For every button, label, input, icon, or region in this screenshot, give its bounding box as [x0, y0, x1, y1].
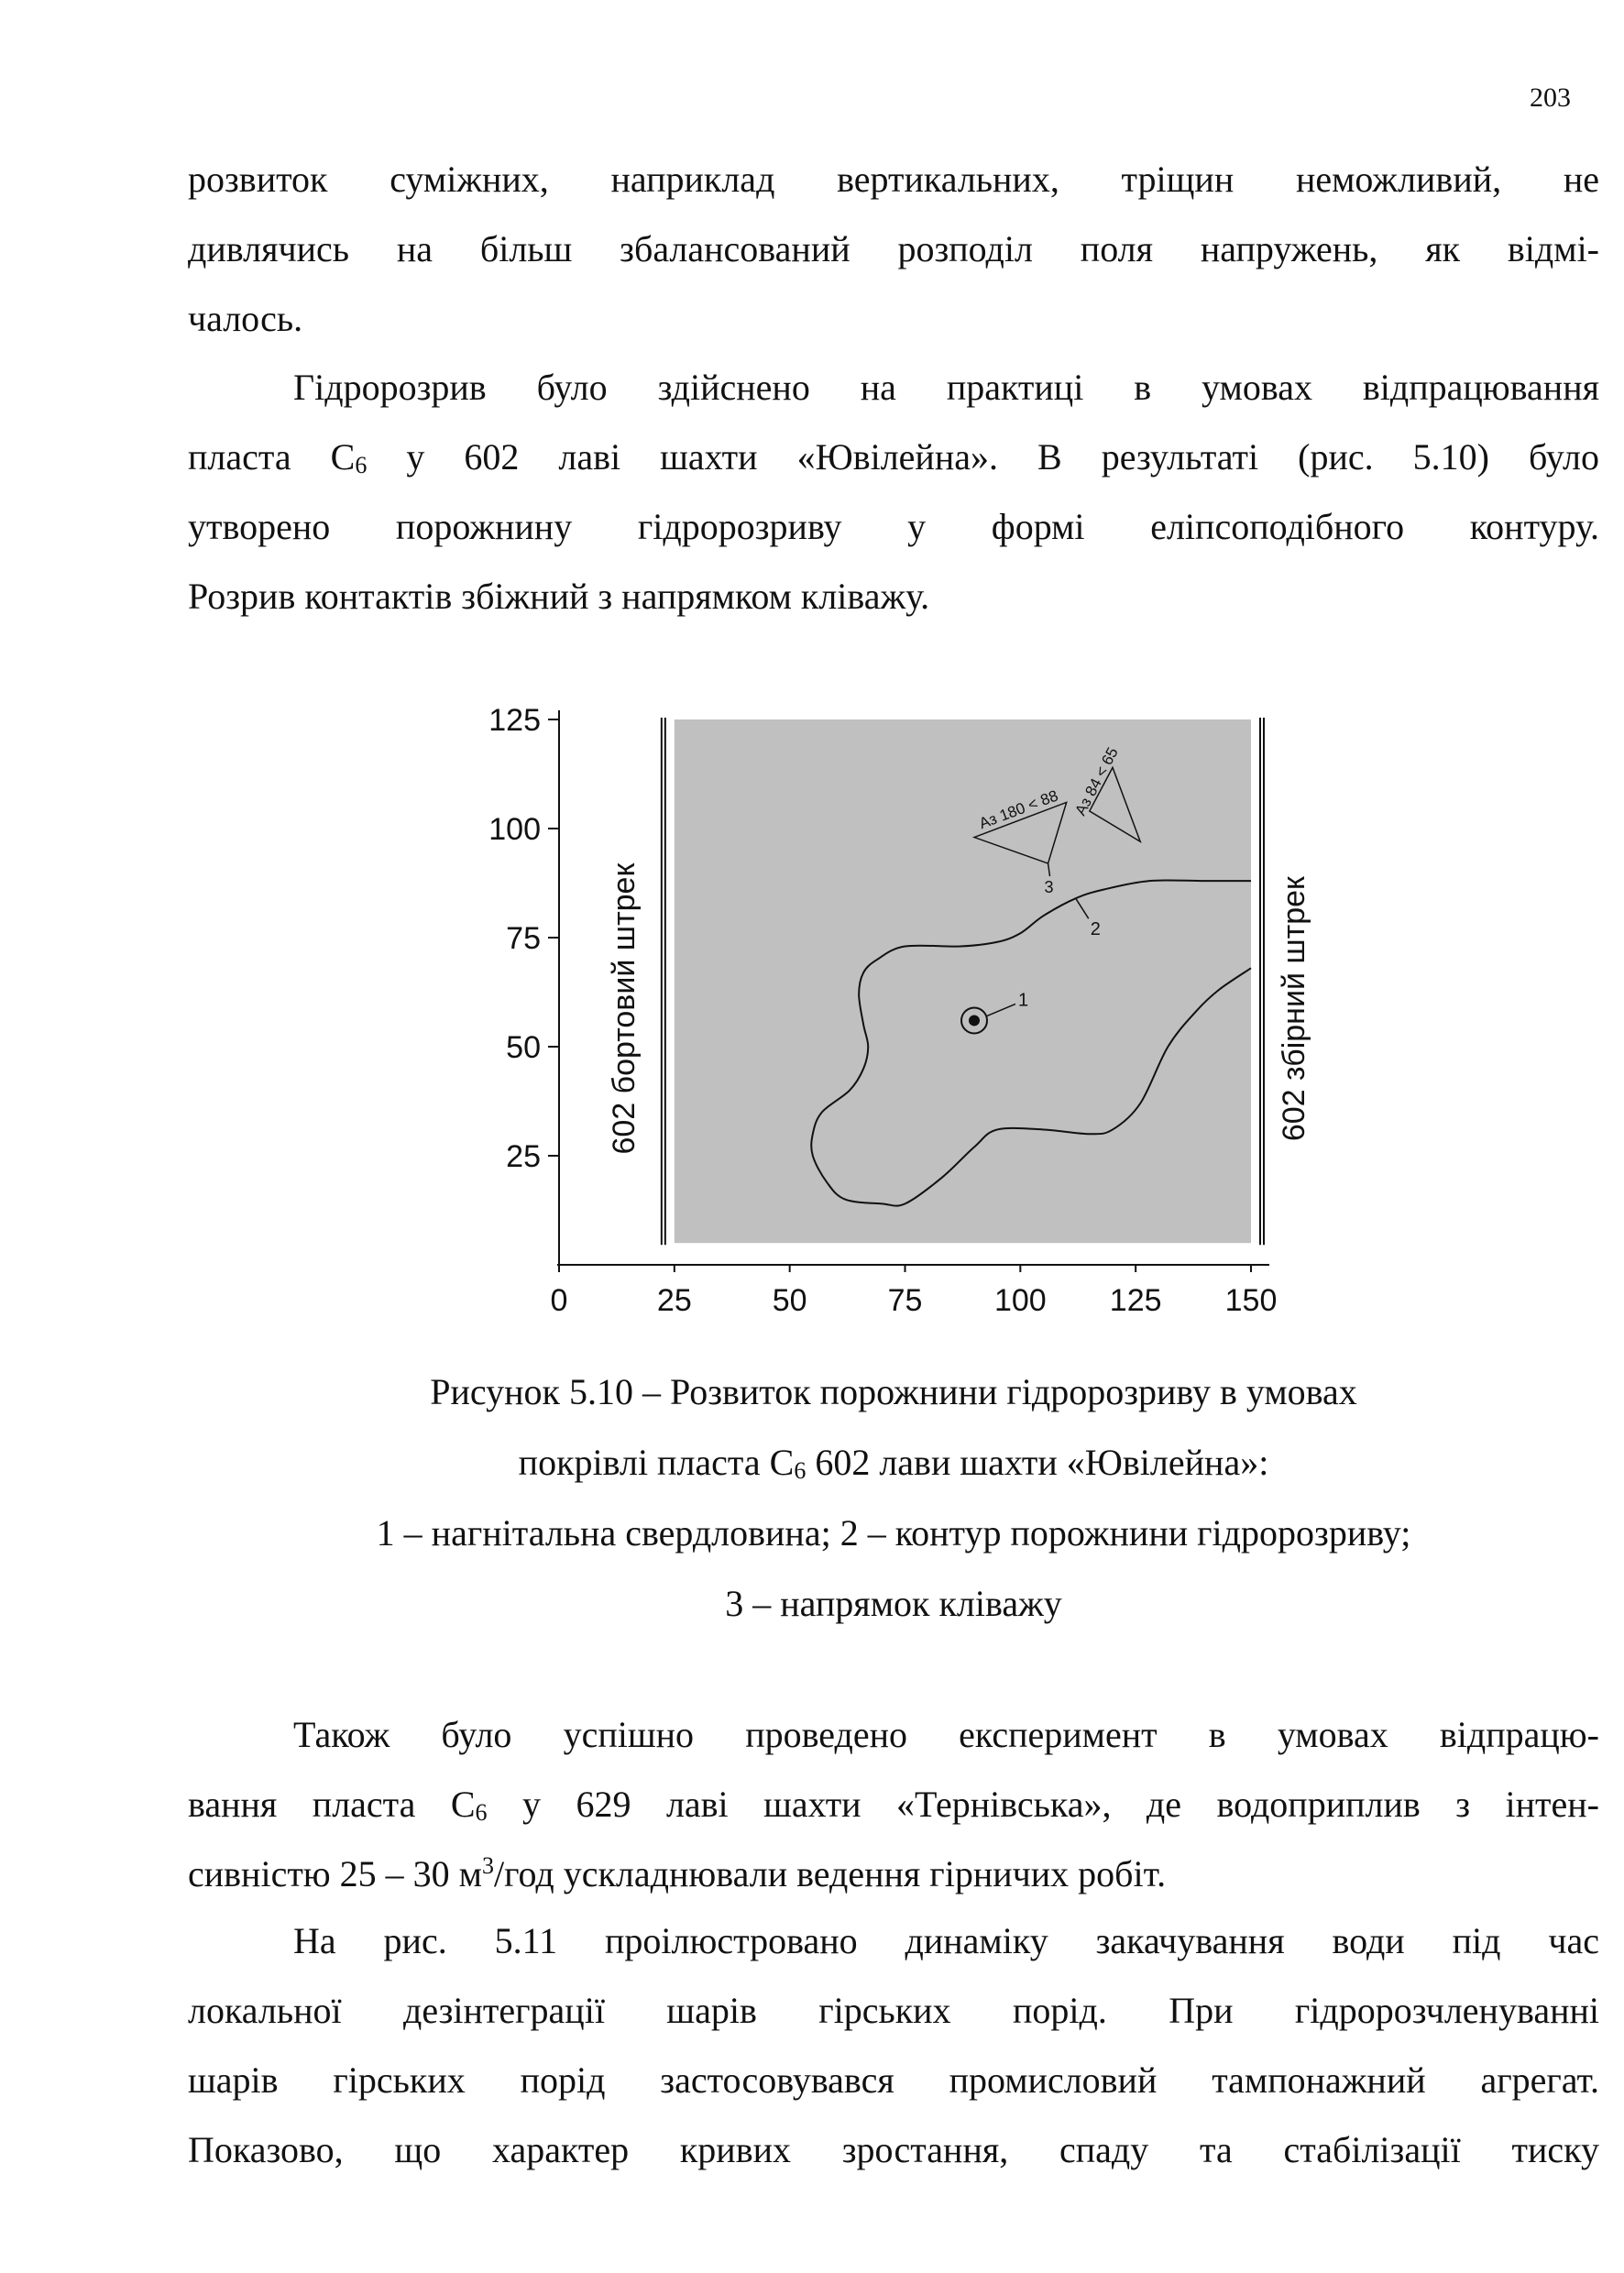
figure-5-10 [458, 683, 1320, 1361]
paragraph-2 [188, 353, 1599, 631]
text-line: На рис. 5.11 проілюстровано динаміку закачування води під час [293, 1920, 1599, 1961]
y-tick-label: 125 [488, 703, 541, 738]
text-line: локальної дезінтеграції шарів гірських порід. При гідророзчленуванні [188, 1990, 1599, 2031]
caption-line: Рисунок 5.10 – Розвиток порожнини гідророзриву в умовах [430, 1371, 1357, 1412]
x-tick-label: 0 [550, 1283, 568, 1318]
paragraph-3 [188, 1700, 1599, 1909]
caption-line: покрівлі пласта $С_6$ 602 лави шахти «Ювілейна»: [518, 1442, 1269, 1484]
caption-line: 1 – нагнітальна свердловина; 2 – контур порожнини гідророзриву; [376, 1512, 1411, 1554]
text-line: чалось. [188, 298, 303, 339]
text-line: шарів гірських порід застосовувався промисловий тампонажний агрегат. [188, 2059, 1599, 2101]
text-line: сивністю 25 – 30 $м^3$/год ускладнювали ведення гірничих робіт. [188, 1852, 1167, 1894]
x-tick-label: 125 [1109, 1283, 1162, 1318]
text-line: дивлячись на більш збалансований розподіл поля напружень, як відмі- [188, 228, 1599, 269]
shaded-region [675, 719, 1251, 1243]
contour-label: 2 [1090, 919, 1101, 940]
figure-caption [188, 1356, 1599, 1639]
x-tick-label: 25 [656, 1283, 692, 1318]
text-line: вання пласта $С_6$ у 629 лаві шахти «Тернівська», де водоприплив з інтен- [188, 1784, 1599, 1826]
well-center [969, 1015, 980, 1026]
x-tick-label: 50 [772, 1283, 807, 1318]
cleavage-marker-label: 3 [1044, 878, 1054, 897]
y-tick-label: 100 [488, 812, 541, 847]
text-line: Гідророзрив було здійснено на практиці в умовах відпрацювання [293, 367, 1599, 408]
y-tick-label: 50 [506, 1030, 541, 1065]
text-line: утворено порожнину гідророзриву у формі еліпсоподібного контуру. [188, 506, 1599, 547]
cleavage-label: Аз 84 < 65 [1071, 744, 1122, 818]
y-tick-label: 75 [506, 921, 541, 956]
paragraph-1 [188, 145, 1599, 354]
y-tick-label: 25 [506, 1139, 541, 1174]
caption-line: 3 – напрямок кліважу [725, 1583, 1062, 1624]
text-line: розвиток суміжних, наприклад вертикальних, тріщин неможливий, не [188, 159, 1599, 200]
well-label: 1 [1018, 990, 1029, 1011]
x-tick-label: 75 [887, 1283, 923, 1318]
page-number: 203 [1530, 82, 1571, 113]
text-line: пласта $С_6$ у 602 лаві шахти «Ювілейна». В результаті (рис. 5.10) було [188, 436, 1599, 478]
text-line: Також було успішно проведено експеримент в умовах відпрацю- [293, 1714, 1599, 1755]
x-tick-label: 100 [993, 1283, 1047, 1318]
text-line: Розрив контактів збіжний з напрямком кліважу. [188, 576, 930, 617]
left-roadway-label: 602 бортовий штрек [606, 862, 642, 1155]
x-tick-label: 150 [1224, 1283, 1278, 1318]
paragraph-4 [188, 1906, 1599, 2185]
text-line: Показово, що характер кривих зростання, спаду та стабілізації тиску [188, 2129, 1599, 2170]
cleavage-label: Аз 180 < 88 [976, 786, 1061, 833]
right-roadway-label: 602 збірний штрек [1277, 876, 1311, 1142]
plot-area [488, 703, 1311, 1318]
